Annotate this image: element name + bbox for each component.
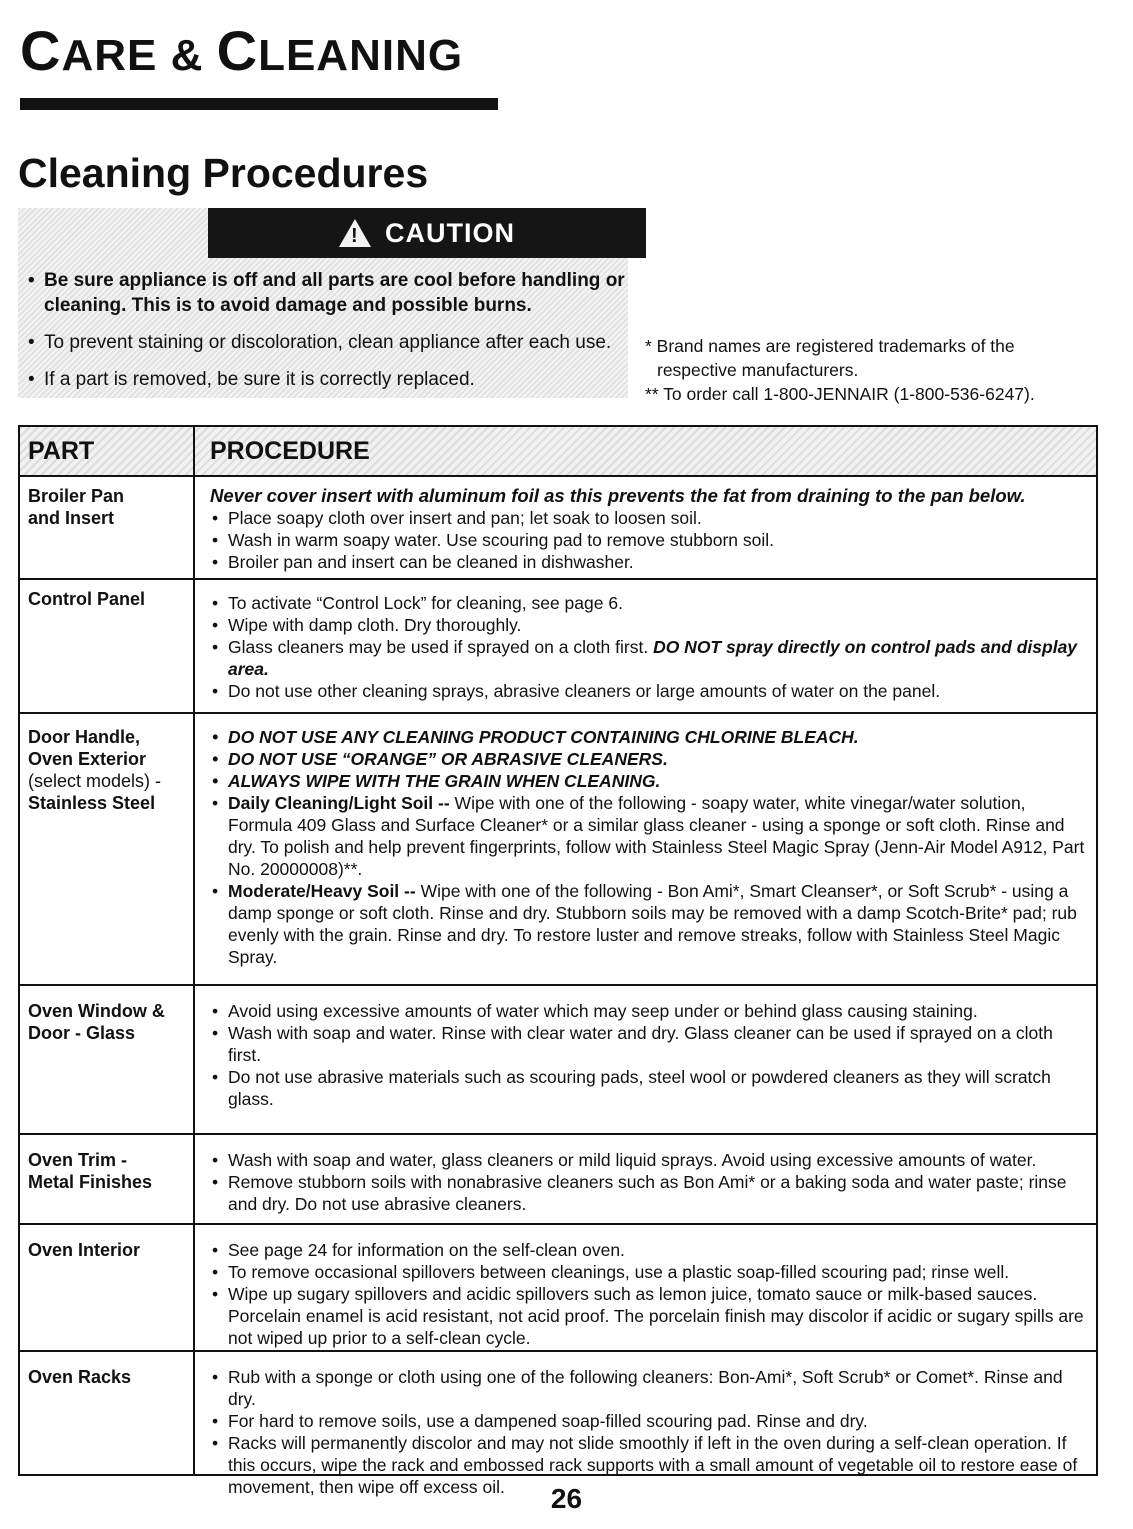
procedure-text bbox=[210, 1000, 1088, 1110]
section-title: Cleaning Procedures bbox=[18, 150, 429, 196]
list-item: • Rub with a sponge or cloth using one of the following cleaners: Bon-Ami*, Soft Scrub* or Comet*. Rinse and dry. bbox=[210, 1366, 1088, 1410]
procedure-text bbox=[210, 1366, 1088, 1498]
list-item: • Do not use abrasive materials such as scouring pads, steel wool or powdered cleaners as they will scratch glass. bbox=[210, 1066, 1088, 1110]
list-item: • See page 24 for information on the self-clean oven. bbox=[210, 1239, 1088, 1261]
list-item: • Wash with soap and water. Rinse with clear water and dry. Glass cleaner can be used if sprayed on a cloth first. bbox=[210, 1022, 1088, 1066]
trademark-line: respective manufacturers. bbox=[657, 360, 859, 380]
caution-box bbox=[18, 208, 628, 398]
table-row bbox=[20, 1225, 1096, 1352]
caution-label: CAUTION bbox=[385, 217, 515, 248]
procedure-text bbox=[210, 1239, 1088, 1349]
list-item: • Glass cleaners may be used if sprayed on a cloth first. DO NOT spray directly on control pads and display area. bbox=[210, 636, 1088, 680]
procedure-text bbox=[210, 485, 1088, 573]
list-item: • DO NOT USE ANY CLEANING PRODUCT CONTAINING CHLORINE BLEACH. bbox=[210, 726, 1088, 748]
list-item: • ALWAYS WIPE WITH THE GRAIN WHEN CLEANING. bbox=[210, 770, 1088, 792]
table-row bbox=[20, 1352, 1096, 1497]
table-row bbox=[20, 580, 1096, 714]
caution-list bbox=[26, 268, 626, 404]
warning-note: Never cover insert with aluminum foil as this prevents the fat from draining to the pan below. bbox=[210, 485, 1026, 506]
procedure-text bbox=[210, 1149, 1088, 1215]
list-item: • To remove occasional spillovers between cleanings, use a plastic soap-filled scouring pad; rinse well. bbox=[210, 1261, 1088, 1283]
part-name: Control Panel bbox=[28, 589, 146, 609]
part-name: Door Handle, Oven Exterior (select models) - Stainless Steel bbox=[28, 727, 162, 813]
table-row bbox=[20, 477, 1096, 580]
order-phone-line: ** To order call 1-800-JENNAIR (1-800-536-6247). bbox=[645, 384, 1035, 404]
table-header bbox=[20, 427, 1096, 477]
procedure-text bbox=[210, 592, 1088, 702]
list-item: • Daily Cleaning/Light Soil -- Wipe with one of the following - soapy water, white vinegar/water solution, Formula 409 Glass and Surface Cleaner* or a similar glass cleaner - using a sponge or soft cloth. Rinse and dry. To polish and help prevent fingerprints, follow with Stainless Steel Magic Spray (Jenn-Air Model A912, Part No. 20000008)**. bbox=[210, 792, 1088, 880]
list-item: • Wipe up sugary spillovers and acidic spillovers such as lemon juice, tomato sauce or milk-based sauces. Porcelain enamel is acid resistant, not acid proof. The porcelain finish may discolor if acidic or sugary spills are not wiped up prior to a self-clean cycle. bbox=[210, 1283, 1088, 1349]
list-item: • Remove stubborn soils with nonabrasive cleaners such as Bon Ami* or a baking soda and water paste; rinse and dry. Do not use abrasive cleaners. bbox=[210, 1171, 1088, 1215]
title-rule bbox=[20, 98, 498, 110]
caution-header bbox=[208, 208, 646, 258]
column-header-part: PART bbox=[28, 437, 95, 465]
title-initial-c2: C bbox=[216, 19, 259, 82]
table-row bbox=[20, 986, 1096, 1135]
page-title bbox=[20, 18, 463, 83]
cleaning-table bbox=[18, 425, 1098, 1497]
title-word-cleaning: LEANING bbox=[258, 31, 464, 80]
list-item: • Racks will permanently discolor and may not slide smoothly if left in the oven during a self-clean operation. If this occurs, wipe the rack and embossed rack supports with a small amount of vegetable oil to restore ease of movement, then wipe off excess oil. bbox=[210, 1432, 1088, 1498]
warning-triangle-icon: ! bbox=[339, 219, 371, 247]
list-item: • To activate “Control Lock” for cleaning, see page 6. bbox=[210, 592, 1088, 614]
trademark-line: * Brand names are registered trademarks of the bbox=[645, 336, 1015, 356]
table-row bbox=[20, 714, 1096, 986]
part-name: Oven Window & Door - Glass bbox=[28, 1001, 165, 1043]
title-initial-c: C bbox=[20, 19, 62, 82]
caution-item: • To prevent staining or discoloration, clean appliance after each use. bbox=[26, 330, 626, 355]
caution-item: • Be sure appliance is off and all parts are cool before handling or cleaning. This is to avoid damage and possible burns. bbox=[26, 268, 626, 318]
column-header-procedure: PROCEDURE bbox=[210, 437, 370, 465]
procedure-text bbox=[210, 726, 1088, 968]
list-item: • For hard to remove soils, use a dampened soap-filled scouring pad. Rinse and dry. bbox=[210, 1410, 1088, 1432]
list-item: • Moderate/Heavy Soil -- Wipe with one of the following - Bon Ami*, Smart Cleanser*, or Soft Scrub* - using a damp sponge or soft cloth. Rinse and dry. Stubborn soils may be removed with a damp Scotch-Brite* pad; rub evenly with the grain. Rinse and dry. To restore luster and remove streaks, follow with Stainless Steel Magic Spray. bbox=[210, 880, 1088, 968]
list-item: • Broiler pan and insert can be cleaned in dishwasher. bbox=[210, 551, 1088, 573]
caution-item: • If a part is removed, be sure it is correctly replaced. bbox=[26, 367, 626, 392]
title-word-care: ARE bbox=[61, 31, 158, 80]
list-item: • Avoid using excessive amounts of water which may seep under or behind glass causing staining. bbox=[210, 1000, 1088, 1022]
list-item: • Do not use other cleaning sprays, abrasive cleaners or large amounts of water on the panel. bbox=[210, 680, 1088, 702]
list-item: • Wash in warm soapy water. Use scouring pad to remove stubborn soil. bbox=[210, 529, 1088, 551]
page-number: 26 bbox=[550, 1483, 583, 1514]
part-name: Oven Trim - Metal Finishes bbox=[28, 1150, 153, 1192]
part-name: Broiler Pan and Insert bbox=[28, 486, 125, 528]
title-ampersand: & bbox=[170, 31, 204, 80]
part-name: Oven Interior bbox=[28, 1240, 141, 1260]
list-item: • Wipe with damp cloth. Dry thoroughly. bbox=[210, 614, 1088, 636]
list-item: • Place soapy cloth over insert and pan; let soak to loosen soil. bbox=[210, 507, 1088, 529]
part-name: Oven Racks bbox=[28, 1367, 132, 1387]
list-item: • Wash with soap and water, glass cleaners or mild liquid sprays. Avoid using excessive amounts of water. bbox=[210, 1149, 1088, 1171]
list-item: • DO NOT USE “ORANGE” OR ABRASIVE CLEANERS. bbox=[210, 748, 1088, 770]
table-row bbox=[20, 1135, 1096, 1225]
trademark-note bbox=[645, 334, 1105, 406]
